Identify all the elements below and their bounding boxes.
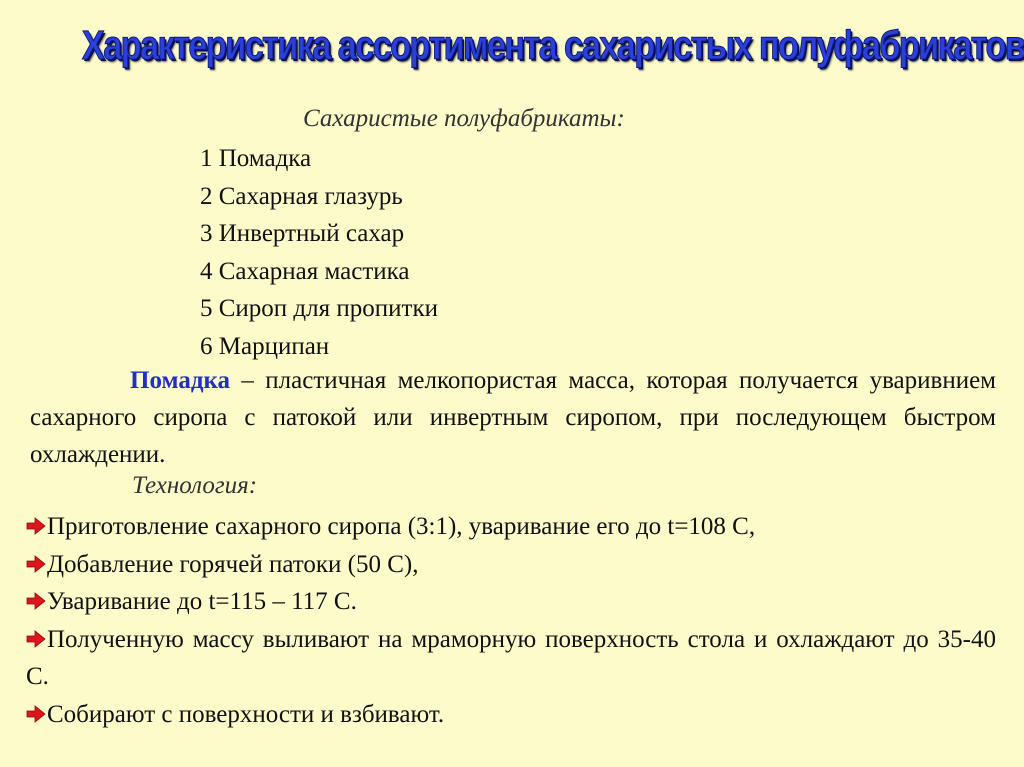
list-item: 5 Сироп для пропитки [200, 295, 438, 323]
technology-steps [26, 508, 996, 733]
definition-text: – пластичная мелкопористая масса, которая получается уваривнием сахарного сиропа с патокой или инвертным сиропом, при последующем быстром охлаждении. [30, 367, 996, 468]
step-text: Приготовление сахарного сиропа (3:1), уваривание его до t=108 С, [47, 513, 756, 540]
arrow-right-icon [26, 591, 46, 611]
definition-term: Помадка [130, 367, 230, 394]
list-item: 4 Сахарная мастика [200, 257, 410, 285]
arrow-right-icon [26, 516, 46, 536]
list-item: 3 Инвертный сахар [200, 220, 405, 248]
arrow-right-icon [26, 629, 46, 649]
arrow-right-icon [26, 704, 46, 724]
definition-paragraph [30, 362, 996, 473]
semi-products-list [200, 140, 438, 366]
list-item: 2 Сахарная глазурь [200, 182, 403, 210]
step-item [26, 583, 996, 621]
step-item [26, 546, 996, 584]
step-text: Полученную массу выливают на мраморную поверхность стола и охлаждают до 35-40 С. [26, 625, 996, 690]
step-item [26, 621, 996, 696]
technology-label: Технология: [132, 472, 258, 499]
step-item [26, 508, 996, 546]
slide-title: Характеристика ассортимента сахаристых полуфабрикатов [81, 22, 1024, 68]
step-text: Уваривание до t=115 – 117 С. [47, 588, 357, 615]
subtitle: Сахаристые полуфабрикаты: [303, 105, 625, 132]
step-text: Добавление горячей патоки (50 С), [47, 550, 419, 578]
step-text: Собирают с поверхности и взбивают. [47, 700, 445, 728]
list-item: 1 Помадка [200, 145, 312, 172]
step-item [26, 696, 996, 734]
list-item: 6 Марципан [200, 332, 330, 360]
arrow-right-icon [26, 554, 46, 574]
